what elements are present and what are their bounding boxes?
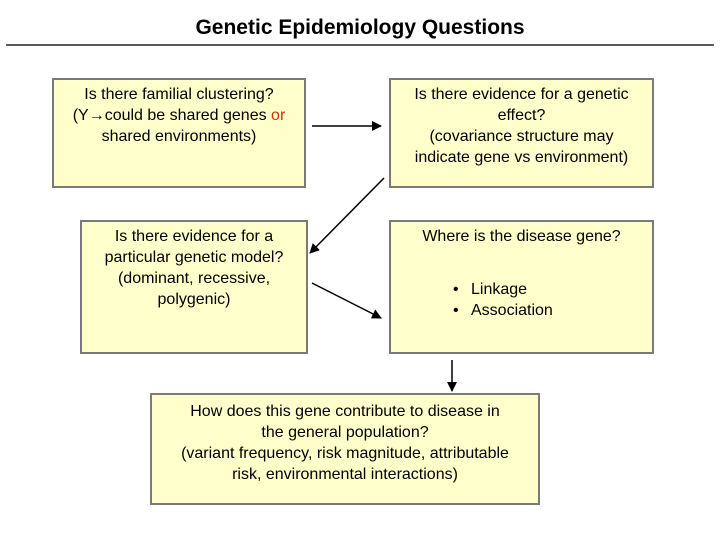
genetic-model-line-3: (dominant, recessive, [117,270,271,287]
genetic-model-line-1: Is there evidence for a [114,228,274,245]
bullet-icon: • [453,281,459,298]
contribution-line-1: How does this gene contribute to disease in [190,403,500,420]
genetic-effect-line-2: effect? [497,107,546,124]
bullet-label: Linkage [471,281,528,298]
genetic-effect-line-1: Is there evidence for a genetic [414,86,629,103]
genetic-effect-line-4: indicate gene vs environment) [414,149,629,166]
genetic-model-line-4: polygenic) [157,291,231,308]
familial-line-2-prefix: (Y [72,107,89,124]
familial-line-1: Is there familial clustering? [84,86,274,103]
genetic-model-line-2: particular genetic model? [104,249,284,266]
page-title: Genetic Epidemiology Questions [195,16,525,39]
familial-or-highlight: or [271,107,286,124]
contribution-line-4: risk, environmental interactions) [232,466,458,483]
familial-line-3: shared environments) [101,128,257,145]
disease-gene-heading: Where is the disease gene? [422,228,621,245]
genetic-effect-line-3: (covariance structure may [429,128,614,145]
right-arrow-symbol: → [88,107,105,124]
arrow-genetic-effect-to-model [310,178,384,253]
contribution-line-3: (variant frequency, risk magnitude, attributable [181,445,509,462]
bullet-label: Association [471,302,553,319]
bullet-icon: • [453,302,459,319]
familial-line-2-main: could be shared genes [104,107,272,124]
arrow-model-to-disease-gene [312,283,381,318]
contribution-line-2: the general population? [261,424,429,441]
